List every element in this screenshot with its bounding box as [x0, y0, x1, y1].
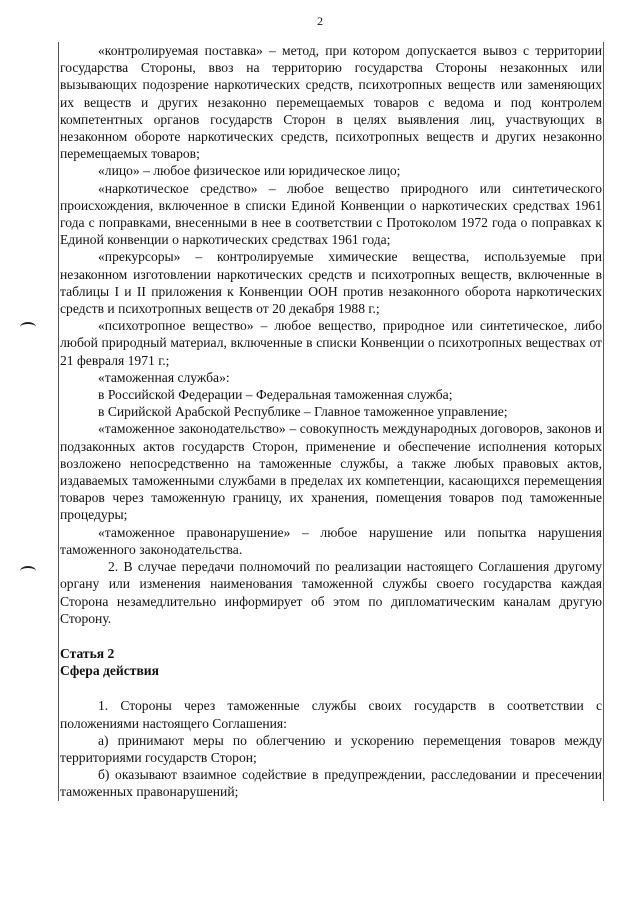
article-item-a: а) принимают меры по облегчению и ускорению перемещения товаров между территориями государств Сторон;: [60, 732, 602, 765]
article-paragraph-1: 1. Стороны через таможенные службы своих государств в соответствии с положениями настоящего Соглашения:: [60, 698, 602, 731]
definition-precursors: «прекурсоры» – контролируемые химические вещества, используемые при незаконном изготовлении наркотических средств и психотропных веществ, включенные в таблицы I и II приложения к Конвенции ООН против незаконного оборота наркотических средств и психотропных веществ от 20 декабря 1988 г.;: [60, 249, 602, 317]
customs-service-russia: в Российской Федерации – Федеральная таможенная служба;: [98, 387, 453, 403]
definition-customs-service: «таможенная служба»:: [98, 369, 230, 385]
definition-psychotropic-substance: «психотропное вещество» – любое вещество, природное или синтетическое, либо любой природный материал, включенные в списки Конвенции о психотропных веществах от 21 февраля 1971 г.;: [60, 318, 602, 368]
paragraph-2: 2. В случае передачи полномочий по реализации настоящего Соглашения другому органу или изменения наименования таможенной службы своего государства каждая Сторона незамедлительно информирует об этом по дипломатическим каналам другую Сторону.: [60, 559, 602, 626]
article-title: Сфера действия: [60, 663, 159, 679]
definition-customs-offence: «таможенное правонарушение» – любое нарушение или попытка нарушения таможенного законодательства.: [60, 524, 602, 557]
scan-mark-top: [20, 322, 36, 332]
article-number: Статья 2: [60, 645, 115, 661]
document-body: [58, 42, 604, 801]
definition-controlled-delivery: «контролируемая поставка» – метод, при котором допускается вывоз с территории государства Стороны, ввоз на территорию государства Стороны незаконных или вызывающих подозрение наркотических средств, психотропных веществ или заменяющих их веществ и других незаконно перемещаемых товаров с ведома и под контролем компетентных органов государств Сторон в целях выявления лиц, участвующих в незаконном обороте наркотических средств, психотропных веществ и других незаконно перемещаемых товаров;: [60, 43, 602, 162]
page-number: 2: [317, 14, 323, 28]
definition-narcotic-drug: «наркотическое средство» – любое вещество природного или синтетического происхождения, включенное в списки Единой Конвенции о наркотических средствах 1961 года с поправками, внесенными в нее в соответствии с Протоколом 1972 года о поправках к Единой конвенции о наркотических средствах 1961 года;: [60, 180, 602, 248]
customs-service-syria: в Сирийской Арабской Республике – Главное таможенное управление;: [98, 404, 508, 420]
definition-person: «лицо» – любое физическое или юридическое лицо;: [98, 163, 401, 179]
definition-customs-legislation: «таможенное законодательство» – совокупность международных договоров, законов и подзаконных актов государств Сторон, применение и обеспечение исполнения которых возложено непосредственно на таможенные службы, а также любых правовых актов, издаваемых таможенными службами в пределах их компетенции, касающихся перемещения товаров через таможенную границу, их хранения, помещения товаров под таможенные процедуры;: [60, 421, 602, 523]
scan-mark-bottom: [20, 566, 36, 576]
article-item-b: б) оказывают взаимное содействие в предупреждении, расследовании и пресечении таможенных правонарушений;: [60, 767, 602, 800]
article-heading-block: [59, 645, 603, 679]
